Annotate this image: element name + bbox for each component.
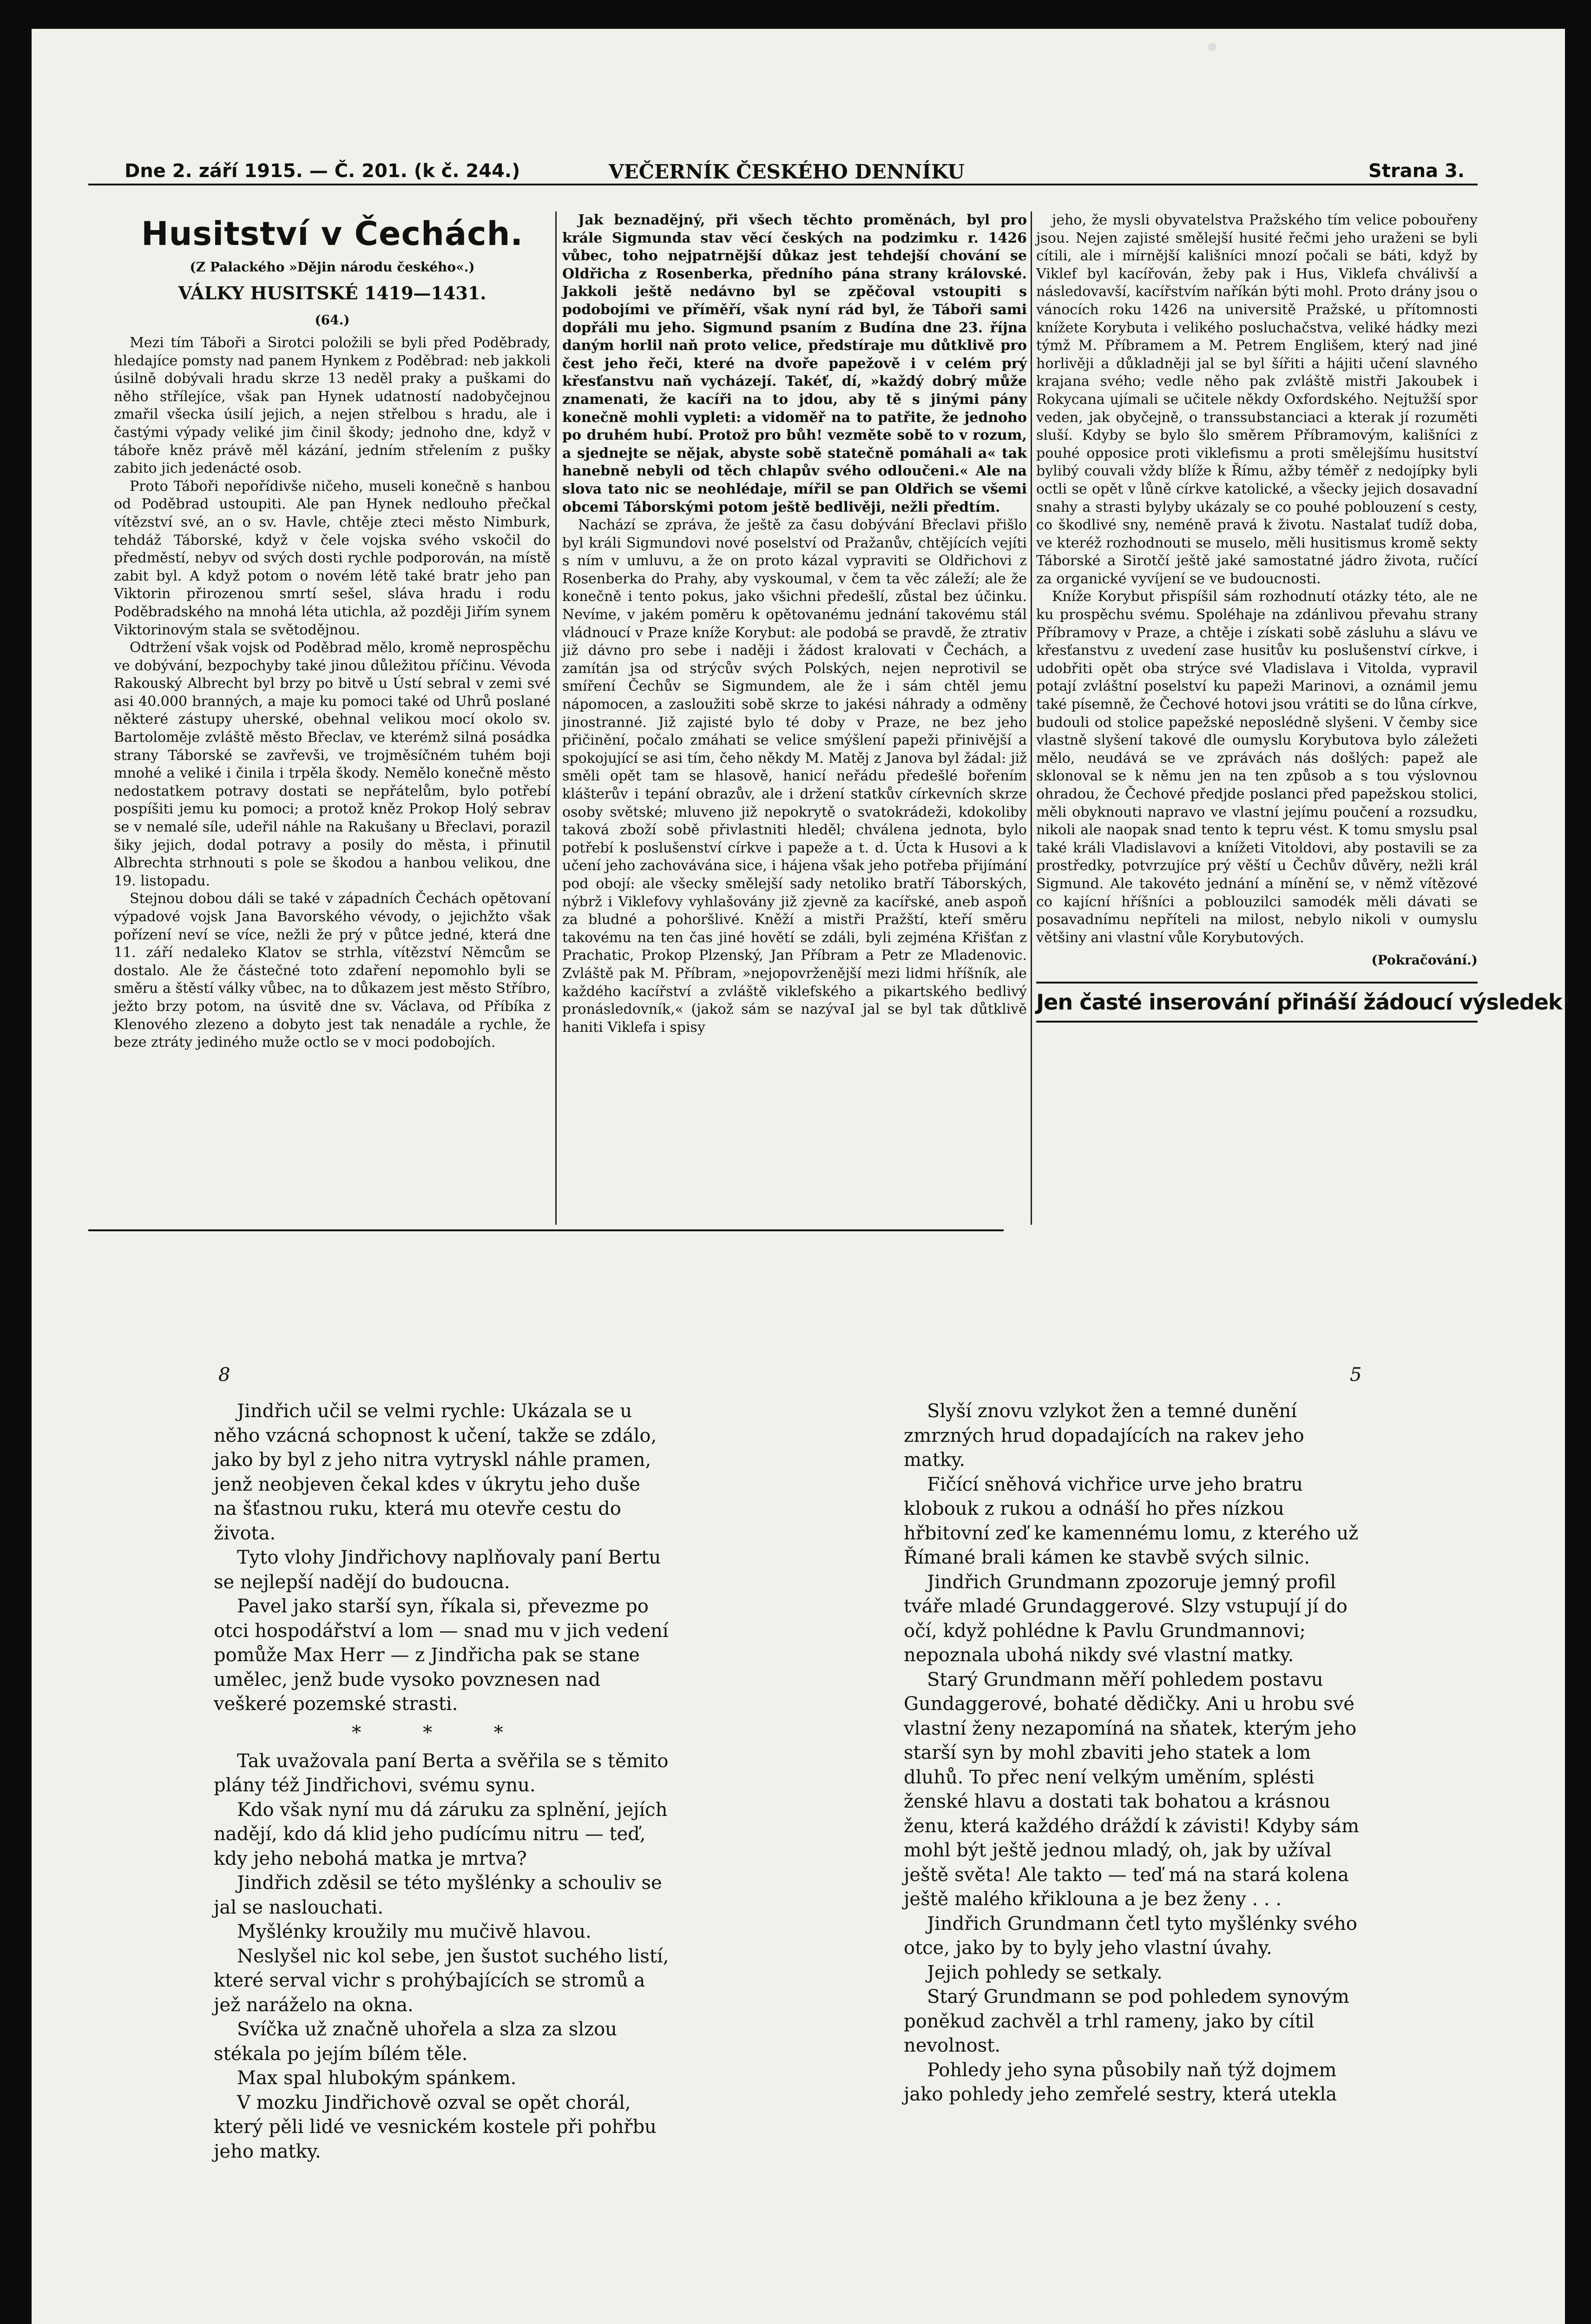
paragraph: V mozku Jindřichově ozval se opět chorál, který pěli lidé ve vesnickém kostele při pohřbu jeho matky. [214,2092,657,2162]
page-number-left: 8 [218,1364,230,1386]
paragraph: Pavel jako starší syn, říkala si, převezme po otci hospodářství a lom — snad mu v jich vedení pomůže Max Herr — z Jindřicha pak se stane umělec, jenž bude vysoko povznesen nad veškeré pozemské strasti. [214,1596,669,1715]
paragraph: Jejich pohledy se setkaly. [927,1961,1163,1983]
story-column-left [214,1399,669,2199]
paragraph: Tak uvažovala paní Berta a svěřila se s těmito plány též Jindřichovi, svému synu. [214,1750,669,1796]
paragraph: Max spal hlubokým spánkem. [237,2067,517,2089]
article-subtitle: VÁLKY HUSITSKÉ 1419—1431. [178,283,487,304]
paragraph: Svíčka už značně uhořela a slza za slzou stékala po jejím bílém těle. [214,2019,617,2065]
paragraph: Jindřich Grundmann četl tyto myšlénky svého otce, jako by to byly jeho vlastní úvahy. [904,1913,1357,1959]
paragraph: Kníže Korybut přispíšil sám rozhodnutí otázky této, ale ne ku prospěchu svému. Spoléhaje na zdánlivou převahu strany Příbramovy v Praze, a chtěje i získati sobě zásluhu a slávu ve křesťanstvu z uvedení zase husitův ku poslušenství církve, i udobřiti opět oba strýce své Vladislava i Vitolda, vypravil potají zvláštní poselství ku papeži Marinovi, a oznámil jemu také písemně, že Čechové hotovi jsou vrátiti se do lůna církve, budouli od stolice papežské neposlédně slyšeni. V čemby sice vlastně slyšení takové dle oumyslu Korybutova bylo záležeti mělo, neudává se ve zprávách nás došlých: papež ale sklonoval se k němu jen na ten způsob a s tou výslovnou ohradou, že Čechové předjde poslanci před papežskou stolici, měli obyknouti napravo ve vlastní jejímu poučení a rozsudku, nikoli ale naopak snad tento k tepru vést. K tomu smyslu psal také králi Vladislavovi a knížeti Vitoldovi, aby postavili se za prostředky, potvrzujíce prý věští u Čechův důvěry, nežli král Sigmund. Ale takovéto jednání a mínění se, v němž vítězové co kajícní hříšníci a poblouzilci samodék měli dávati se posavadnímu nepříteli na milost, nebylo nikoli v oumyslu většiny ani vlastní vůle Korybutových. [1036,588,1478,946]
article-column-3 [1036,211,1571,1225]
page-number-right: 5 [1350,1364,1362,1386]
section-break: * * * [352,1722,531,1743]
paragraph: Jindřich učil se velmi rychle: Ukázala se u něho vzácná schopnost k učení, takže se zdálo, jako by byl z jeho nitra vytryskl náhle pramen, jenž neobjeven čekal kdes v úkrytu jeho duše na šťastnou ruku, která mu otevře cestu do života. [214,1400,657,1544]
paragraph: jeho, že mysli obyvatelstva Pražského tím velice pobouřeny jsou. Nejen zajisté smělejší husité řečmi jeho uraženi se byli cítili, ale i mírnější kališníci mnozí počali se báti, když by Viklef byl kacířován, žeby pak i Hus, Viklefa chválivší a následovavší, kacířstvím naříkán býti mohl. Proto drány jsou o vánocích roku 1426 na universitě Pražské, u přítomnosti knížete Korybuta i velikého posluchačstva, veliké hádky mezi týmž M. Příbramem a M. Petrem Englišem, který nad jiné horlivěji a důkladněji jal se byl šířiti a hájiti učení slavného krajana svého; vedle něho pak zvláště mistři Jakoubek i Rokycana ujímali se učitele někdy Oxfordského. Nejtužší spor veden, jak obyčejně, o transsubstanciaci a kterak jí rozuměti sluší. Kdyby se bylo šlo směrem Příbramovým, kališníci z pouhé opposice proti viklefismu a proti smělejšímu husitství bylibý couvali vždy blíže k Římu, ažby téměř z nedojípky byli octli se opět v lůně církve katolické, a všecky jejich dosavadní snahy a strasti bylyby ukázaly se co pouhé poblouzení s cesty, co škodlivé sny, neméně pravá k životu. Nastalať tudíž doba, ve kteréž rozhodnouti se muselo, měli husitismus kromě sekty Táborské a Sirotčí ještě jaké samostatné jádro života, ručící za organické vyvíjení se ve budoucnosti. [1036,212,1478,587]
paragraph: Mezi tím Táboři a Sirotci položili se byli před Poděbrady, hledajíce pomsty nad panem Hynkem z Poděbrad: neb jakkoli úsilně dobývali hradu skrze 13 neděl praky a puškami do něho střílejíce, však pan Hynek udatností nadobyčejnou zmařil všecka úsilí jejich, a nejen střelbou s hradu, ale i častými výpady veliké jim činil škody; jednoho dne, když v táboře kněz právě měl kázání, jedním střelením z pušky zabito jich jedenácté osob. [114,335,551,477]
paragraph: Tyto vlohy Jindřichovy naplňovaly paní Bertu se nejlepší nadějí do budoucna. [214,1547,661,1593]
paragraph: Fičící sněhová vichřice urve jeho bratru klobouk z rukou a odnáší ho přes nízkou hřbitovní zeď ke kamennému lomu, z kterého už Římané brali kámen ke stavbě svých silnic. [904,1473,1359,1568]
page-label: Strana 3. [1368,160,1465,182]
column-divider [555,211,557,1225]
article-column-2 [562,211,1027,1225]
column-divider [1031,211,1032,1225]
paragraph: Stejnou dobou dáli se také v západních Čechách opětovaní výpadové vojsk Jana Bavorského vévody, o jejichžto však pořízení neví se více, nežli že prý v půtce jedné, která dne 11. září nedaleko Klatov se strhla, vítězství Němcům se dostalo. Ale že částečné toto zdaření nepomohlo byli se směru a štěstí války vůbec, na to důkazem jest město Stříbro, ježto brzy potom, na úsvitě dne sv. Václava, od Příbíka z Klenového zlezeno a dobyto jest tak nenadále a rychle, že beze ztráty jediného muže octlo se v moci podobojích. [114,891,551,1051]
article-number: (64.) [315,312,350,328]
paragraph: Nachází se zpráva, že ještě za času dobývání Břeclavi přišlo byl králi Sigmundovi nové poselství od Pražanův, chtějících vejíti s ním v umluvu, a že on proto kázal vypraviti se Oldřichovi z Rosenberka do Prahy, aby vyskoumal, v čem ta věc záleží; ale že konečně i tento pokus, jako všichni předešlí, zůstal bez účinku. Nevíme, v jakém poměru k opětovanému jednání takovému stál vládnoucí v Praze kníže Korybut: ale podobá se pravdě, že ztrativ již dávno pro sebe i naději i žádost kralovati v Čechách, a zamítán jsa od strýcův svých Polských, nejen neprotivil se smíření Čechův se Sigmundem, ale že i sám chtěl jemu nápomocen, a zasloužiti sobě skrze to jakési náhrady a odměny jinostranné. Již zajisté bylo té doby v Praze, ne bez jeho přičinění, počalo zmáhati se velice smýšlení papeži přinivější a spokojující se asi tím, čeho někdy M. Matěj z Janova byl žádal: již směli opět tam se hlasově, hanicí neřádu předešlé bořením klášterův i tepání obrazův, ale i držení statkův církevních skrze osoby světské; mluveno již nepokrytě o svatokrádeži, kdokoliby taková zboží sobě přivlastniti hleděl; chválena jednota, bylo potřebí k poslušenství církve i papeže a t. d. Úcta k Husovi a k učení jeho zachovávána sice, i hájena však jeho potřeba přijímání pod obojí: ale všecky smělejší sady netoliko bratří Táborských, nýbrž i Viklefovy vyhlašovány již zjevně za kacířské, aneb aspoň za bludné a pohoršlivé. Kněží a mistři Pražští, kteří směru takovému na ten čas jiné hovětí se zdáli, byli zejména Křišťan z Prachatic, Prokop Plzenský, Jan Příbram a Petr ze Mladenovic. Zvláště pak M. Příbram, »nejopovrženější mezi lidmi hříšník, ale každého kacířství a zvláště viklefského a pikartského bedlivý pronásledovník,« (jakož sám se nazývaI jal se byl tak důtklivě haniti Viklefa i spisy [562,517,1027,1036]
continued-note: (Pokračování.) [1371,952,1478,968]
paragraph: Proto Táboři nepořídivše ničeho, museli konečně s hanbou od Poděbrad ustoupiti. Ale pan Hynek nedlouho přečkal vítězství své, an o sv. Havle, chtěje zteci město Nimburk, tehdáž Táborské, když v čele vojska svého vskočil do předměstí, nebyv od svých dosti rychle podporován, na místě zabit byl. A když potom o novém létě také bratr jeho pan Viktorin přirozenou smrtí sešel, sláva hradu i rodu Poděbradského na mnohá léta utichla, až později Jiřím synem Viktorinovým stala se světodějnou. [114,478,551,638]
issue-date: Dne 2. září 1915. — Č. 201. (k č. 244.) [125,160,520,182]
paragraph: Starý Grundmann se pod pohledem synovým poněkud zachvěl a trhl rameny, jako by cítil nevolnost. [904,1986,1349,2056]
article-column-1 [114,211,551,1225]
paragraph: Odtržení však vojsk od Poděbrad mělo, kromě neprospěchu ve dobývání, bezpochyby také jinou důležitou příčinu. Vévoda Rakouský Albrecht byl brzy po bitvě u Ústí sebral v zemi své asi 40.000 branných, a maje ku pomoci také od Uhrů poslané některé zástupy uherské, obehnal velikou mocí okolo sv. Bartoloměje zvláště město Břeclav, ve kterémž silná posádka strany Táborské se zavřevši, ve trojměsíčném tuhém boji mnohé a veliké i činila i trpěla škody. Nemělo konečně město nedostatkem potravy dostati se nepřátelům, bylo potřebí pospíšiti jemu ku pomoci; a protož kněz Prokop Holý sebrav se v nemalé síle, udeřil náhle na Rakušany u Břeclavi, porazil šiky jejich, dodal potravy a posily do města, i přinutil Albrechta strhnouti s pole se škodou a hanbou velikou, dne 19. listopadu. [114,640,551,889]
paragraph: Myšlénky kroužily mu mučivě hlavou. [237,1921,592,1942]
section-rule [88,1229,1004,1231]
article-source: (Z Palackého »Dějin národu českého«.) [190,259,475,275]
page-header [88,160,1478,185]
paragraph: Slyší znovu vzlykot žen a temné dunění zmrzných hrud dopadajících na rakev jeho matky. [904,1400,1304,1471]
paragraph: Pohledy jeho syna působily naň týž dojmem jako pohledy jeho zemřelé sestry, která utekla [904,2059,1337,2105]
advertisement-banner: Jen časté inserování přináší žádoucí výsledek! [1036,982,1478,1023]
paragraph: Kdo však nyní mu dá záruku za splnění, jejích nadějí, kdo dá klid jeho pudícímu nitru — teď, kdy jeho nebohá matka je mrtva? [214,1799,668,1869]
punch-hole [1208,43,1216,51]
masthead: VEČERNÍK ČESKÉHO DENNÍKU [609,160,965,183]
paragraph: Neslyšel nic kol sebe, jen šustot suchého listí, které serval vichr s prohýbajících se stromů a jež naráželo na okna. [214,1945,669,2016]
paragraph: Jak beznadějný, při všech těchto proměnách, byl pro krále Sigmunda stav věcí českých na podzimku r. 1426 vůbec, toho nejpatrnější důkaz jest tehdejší chování se Oldřicha z Rosenberka, předního pána strany královské. Jakkoli ještě nedávno byl se zpěčoval vstoupiti s podobojími ve příměří, však nyní rád byl, že Táboři sami dopřáli mu jeho. Sigmund psaním z Budína dne 23. října daným horlil naň proto velice, předstíraje mu důtklivě pro čest jeho řeči, které na dvoře papežově i v celém prý křesťanstvu naň vycházejí. Takéť, dí, »každý dobrý může znamenati, že kacíři na to jdou, aby tě s jinými pány konečně mohli vypleti: a vidoměř na to patřite, že jednoho po druhém hubí. Protož pro bůh! vezměte sobě to v rozum, a sjednejte se nějak, abyste sobě statečně pomáhali a« tak hanebně nebyli od těch chlapův svého odloučeni.« Ale na slova tato nic se neohlédaje, mířil se pan Oldřich se všemi obcemi Táborskými potom ještě bedlivěji, nežli předtím. [562,212,1027,515]
paragraph: Jindřich Grundmann zpozoruje jemný profil tváře mladé Grundaggerové. Slzy vstupují jí do očí, když pohlédne k Pavlu Grundmannovi; nepoznala ubohá nikdy své vlastní matky. [904,1571,1348,1666]
paragraph: Starý Grundmann měří pohledem postavu Gundaggerové, bohaté dědičky. Ani u hrobu své vlastní ženy nezapomíná na sňatek, kterým jeho starší syn by mohl zbaviti jeho statek a lom dluhů. To přec není velkým uměním, splésti ženské hlavu a dostati tak bohatou a krásnou ženu, která každého dráždí k závisti! Kdyby sám mohl být ještě jednou mladý, oh, jak by užíval ještě světa! Ale takto — teď má na stará kolena ještě malého křiklouna a je bez ženy . . . [904,1669,1359,1910]
paragraph: Jindřich zděsil se této myšlénky a schouliv se jal se naslouchati. [214,1872,662,1918]
story-column-right [904,1399,1368,2199]
article-title: Husitství v Čechách. [141,215,523,253]
